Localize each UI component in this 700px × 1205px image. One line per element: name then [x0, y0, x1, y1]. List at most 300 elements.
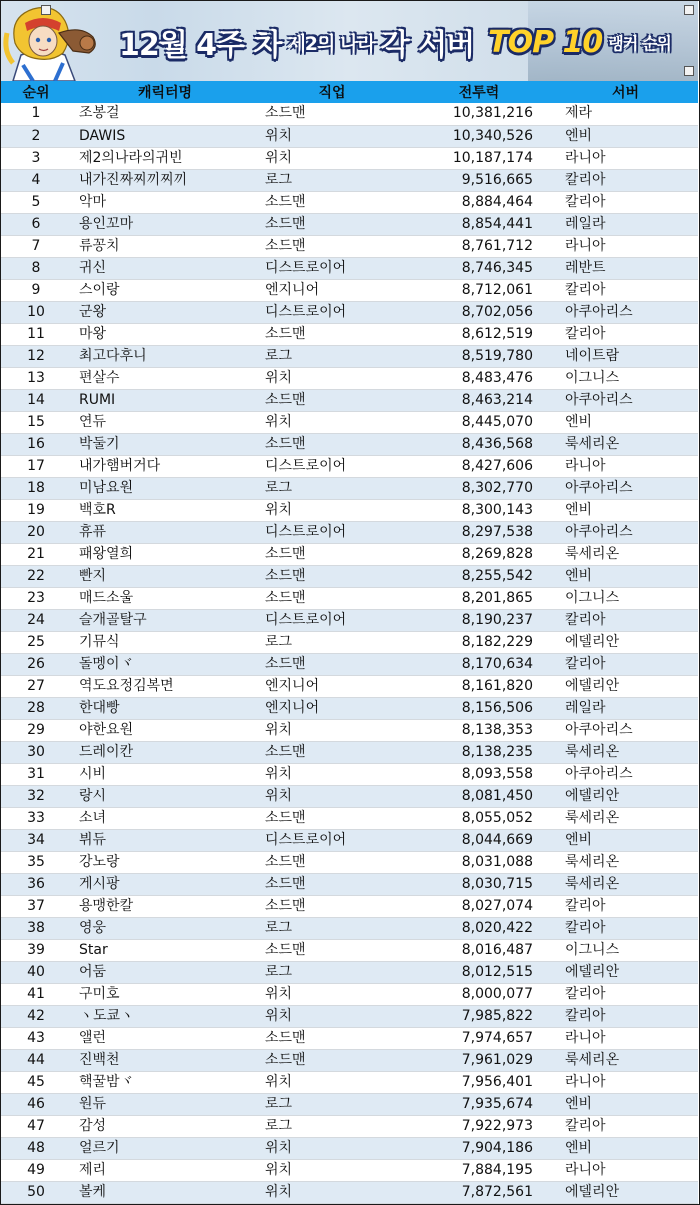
table-row [1, 455, 698, 477]
class-cell: 소드맨 [259, 939, 405, 961]
table-row [1, 213, 698, 235]
table-row [1, 807, 698, 829]
server-cell: 엔비 [553, 565, 698, 587]
title-server: 각 서버 [380, 28, 475, 63]
class-cell: 디스트로이어 [259, 829, 405, 851]
character-name-cell: 패왕열희 [71, 543, 259, 565]
title-game: 제2의 나라 [287, 32, 375, 55]
character-name-cell: 귀신 [71, 257, 259, 279]
combat-power-cell: 8,612,519 [405, 323, 553, 345]
combat-power-cell: 7,961,029 [405, 1049, 553, 1071]
class-cell: 위치 [259, 367, 405, 389]
class-cell: 디스트로이어 [259, 521, 405, 543]
rank-cell: 22 [1, 565, 71, 587]
table-row [1, 763, 698, 785]
combat-power-cell: 8,702,056 [405, 301, 553, 323]
table-row [1, 609, 698, 631]
class-cell: 로그 [259, 169, 405, 191]
rank-cell: 14 [1, 389, 71, 411]
rank-cell: 34 [1, 829, 71, 851]
rank-cell: 44 [1, 1049, 71, 1071]
character-name-cell: 제2의나라의귀빈 [71, 147, 259, 169]
character-name-cell: 얼르기 [71, 1137, 259, 1159]
class-cell: 디스트로이어 [259, 257, 405, 279]
table-row [1, 697, 698, 719]
combat-power-cell: 8,761,712 [405, 235, 553, 257]
table-row [1, 741, 698, 763]
character-name-cell: 강노랑 [71, 851, 259, 873]
character-name-cell: 소녀 [71, 807, 259, 829]
server-cell: 라니아 [553, 1027, 698, 1049]
class-cell: 로그 [259, 961, 405, 983]
character-name-cell: 볼케 [71, 1181, 259, 1203]
combat-power-cell: 7,974,657 [405, 1027, 553, 1049]
character-name-cell: 감성 [71, 1115, 259, 1137]
combat-power-cell: 8,297,538 [405, 521, 553, 543]
rank-cell: 13 [1, 367, 71, 389]
server-cell: 엔비 [553, 411, 698, 433]
server-cell: 칼리아 [553, 609, 698, 631]
character-name-cell: 핵꿀밤ヾ [71, 1071, 259, 1093]
server-cell: 엔비 [553, 1137, 698, 1159]
character-name-cell: 돌멩이ヾ [71, 653, 259, 675]
server-cell: 칼리아 [553, 895, 698, 917]
header-character-name: 캐릭터명 [137, 85, 193, 101]
title-banner [1, 1, 698, 81]
character-name-cell: 휴퓨 [71, 521, 259, 543]
table-row [1, 235, 698, 257]
server-cell: 라니아 [553, 235, 698, 257]
rank-cell: 3 [1, 147, 71, 169]
combat-power-cell: 8,463,214 [405, 389, 553, 411]
server-cell: 라니아 [553, 1071, 698, 1093]
character-name-cell: 스이랑 [71, 279, 259, 301]
rank-cell: 4 [1, 169, 71, 191]
character-name-cell: RUMI [71, 389, 259, 411]
table-row [1, 279, 698, 301]
character-name-cell: 게시팡 [71, 873, 259, 895]
class-cell: 소드맨 [259, 1027, 405, 1049]
server-cell: 칼리아 [553, 323, 698, 345]
class-cell: 디스트로이어 [259, 455, 405, 477]
rank-cell: 6 [1, 213, 71, 235]
combat-power-cell: 8,081,450 [405, 785, 553, 807]
server-cell: 네이트람 [553, 345, 698, 367]
combat-power-cell: 8,020,422 [405, 917, 553, 939]
rank-cell: 28 [1, 697, 71, 719]
table-row [1, 543, 698, 565]
combat-power-cell: 7,904,186 [405, 1137, 553, 1159]
server-cell: 룩세리온 [553, 543, 698, 565]
header-server: 서버 [611, 85, 640, 101]
rank-cell: 46 [1, 1093, 71, 1115]
class-cell: 소드맨 [259, 807, 405, 829]
combat-power-cell: 8,170,634 [405, 653, 553, 675]
character-name-cell: 박둘기 [71, 433, 259, 455]
character-name-cell: DAWIS [71, 125, 259, 147]
class-cell: 소드맨 [259, 323, 405, 345]
class-cell: 디스트로이어 [259, 609, 405, 631]
combat-power-cell: 7,872,561 [405, 1181, 553, 1203]
combat-power-cell: 8,156,506 [405, 697, 553, 719]
character-name-cell: 한대빵 [71, 697, 259, 719]
character-name-cell: 매드소울 [71, 587, 259, 609]
server-cell: 아쿠아리스 [553, 301, 698, 323]
class-cell: 위치 [259, 1005, 405, 1027]
rank-cell: 42 [1, 1005, 71, 1027]
server-cell: 엔비 [553, 1093, 698, 1115]
class-cell: 소드맨 [259, 653, 405, 675]
table-row [1, 477, 698, 499]
class-cell: 디스트로이어 [259, 301, 405, 323]
combat-power-cell: 8,000,077 [405, 983, 553, 1005]
character-name-cell: 야한요원 [71, 719, 259, 741]
character-name-cell: 미남요원 [71, 477, 259, 499]
rank-cell: 11 [1, 323, 71, 345]
table-row [1, 565, 698, 587]
character-name-cell: 역도요정김복면 [71, 675, 259, 697]
table-row [1, 1115, 698, 1137]
combat-power-cell: 8,854,441 [405, 213, 553, 235]
class-cell: 위치 [259, 1159, 405, 1181]
server-cell: 아쿠아리스 [553, 719, 698, 741]
header-combat-power: 전투력 [458, 85, 500, 101]
combat-power-cell: 10,340,526 [405, 125, 553, 147]
rank-cell: 50 [1, 1181, 71, 1203]
rank-cell: 9 [1, 279, 71, 301]
character-name-cell: 시비 [71, 763, 259, 785]
combat-power-cell: 8,161,820 [405, 675, 553, 697]
server-cell: 칼리아 [553, 191, 698, 213]
rank-cell: 38 [1, 917, 71, 939]
server-cell: 에델리안 [553, 785, 698, 807]
rank-cell: 26 [1, 653, 71, 675]
table-row [1, 1159, 698, 1181]
rank-cell: 36 [1, 873, 71, 895]
rank-cell: 23 [1, 587, 71, 609]
server-cell: 칼리아 [553, 653, 698, 675]
table-row [1, 1049, 698, 1071]
character-name-cell: 제리 [71, 1159, 259, 1181]
combat-power-cell: 7,985,822 [405, 1005, 553, 1027]
table-row [1, 1137, 698, 1159]
character-name-cell: 악마 [71, 191, 259, 213]
class-cell: 위치 [259, 1137, 405, 1159]
class-cell: 소드맨 [259, 191, 405, 213]
table-row [1, 961, 698, 983]
combat-power-cell: 8,044,669 [405, 829, 553, 851]
character-name-cell: 조봉걸 [71, 103, 259, 125]
server-cell: 룩세리온 [553, 807, 698, 829]
header-class: 직업 [318, 85, 346, 101]
mascot-character-icon [3, 3, 113, 81]
combat-power-cell: 8,201,865 [405, 587, 553, 609]
table-row [1, 433, 698, 455]
combat-power-cell: 7,922,973 [405, 1115, 553, 1137]
combat-power-cell: 8,483,476 [405, 367, 553, 389]
combat-power-cell: 8,302,770 [405, 477, 553, 499]
class-cell: 소드맨 [259, 543, 405, 565]
character-name-cell: 슬개골탈구 [71, 609, 259, 631]
server-cell: 아쿠아리스 [553, 389, 698, 411]
class-cell: 로그 [259, 477, 405, 499]
combat-power-cell: 8,255,542 [405, 565, 553, 587]
server-cell: 에델리안 [553, 675, 698, 697]
combat-power-cell: 8,746,345 [405, 257, 553, 279]
combat-power-cell: 9,516,665 [405, 169, 553, 191]
rank-cell: 24 [1, 609, 71, 631]
class-cell: 위치 [259, 785, 405, 807]
table-row [1, 1027, 698, 1049]
rank-cell: 45 [1, 1071, 71, 1093]
combat-power-cell: 8,427,606 [405, 455, 553, 477]
class-cell: 엔지니어 [259, 697, 405, 719]
combat-power-cell: 8,182,229 [405, 631, 553, 653]
server-cell: 룩세리온 [553, 1049, 698, 1071]
table-row [1, 103, 698, 125]
table-row [1, 895, 698, 917]
header-rank: 순위 [22, 85, 50, 101]
class-cell: 소드맨 [259, 213, 405, 235]
table-row [1, 147, 698, 169]
table-row [1, 389, 698, 411]
rank-cell: 27 [1, 675, 71, 697]
combat-power-cell: 7,935,674 [405, 1093, 553, 1115]
table-row [1, 873, 698, 895]
class-cell: 소드맨 [259, 851, 405, 873]
rank-cell: 30 [1, 741, 71, 763]
server-cell: 라니아 [553, 147, 698, 169]
combat-power-cell: 8,016,487 [405, 939, 553, 961]
rank-cell: 48 [1, 1137, 71, 1159]
server-cell: 칼리아 [553, 917, 698, 939]
character-name-cell: 어둠 [71, 961, 259, 983]
rank-cell: 32 [1, 785, 71, 807]
character-name-cell: ヽ도쿄ヽ [71, 1005, 259, 1027]
character-name-cell: 영웅 [71, 917, 259, 939]
server-cell: 이그니스 [553, 587, 698, 609]
combat-power-cell: 8,190,237 [405, 609, 553, 631]
combat-power-cell: 8,012,515 [405, 961, 553, 983]
class-cell: 소드맨 [259, 103, 405, 125]
class-cell: 위치 [259, 719, 405, 741]
page-title [119, 19, 671, 65]
class-cell: 위치 [259, 147, 405, 169]
rank-cell: 31 [1, 763, 71, 785]
class-cell: 로그 [259, 631, 405, 653]
class-cell: 위치 [259, 763, 405, 785]
table-row [1, 939, 698, 961]
server-cell: 에델리안 [553, 961, 698, 983]
server-cell: 라니아 [553, 455, 698, 477]
rank-cell: 17 [1, 455, 71, 477]
server-cell: 레일라 [553, 697, 698, 719]
class-cell: 소드맨 [259, 741, 405, 763]
table-row [1, 1005, 698, 1027]
table-row [1, 411, 698, 433]
combat-power-cell: 8,712,061 [405, 279, 553, 301]
rank-cell: 41 [1, 983, 71, 1005]
table-row [1, 125, 698, 147]
rank-cell: 21 [1, 543, 71, 565]
banner-corner-mark [684, 66, 694, 76]
class-cell: 로그 [259, 1093, 405, 1115]
table-row [1, 1093, 698, 1115]
character-name-cell: 용맹한칼 [71, 895, 259, 917]
table-row [1, 169, 698, 191]
rank-cell: 8 [1, 257, 71, 279]
combat-power-cell: 8,093,558 [405, 763, 553, 785]
table-row [1, 829, 698, 851]
combat-power-cell: 8,519,780 [405, 345, 553, 367]
table-row [1, 587, 698, 609]
table-row [1, 631, 698, 653]
combat-power-cell: 8,138,353 [405, 719, 553, 741]
table-row [1, 675, 698, 697]
server-cell: 칼리아 [553, 279, 698, 301]
table-row [1, 719, 698, 741]
banner-corner-mark [684, 5, 694, 15]
server-cell: 아쿠아리스 [553, 477, 698, 499]
combat-power-cell: 8,884,464 [405, 191, 553, 213]
server-cell: 에델리안 [553, 1181, 698, 1203]
table-row [1, 1071, 698, 1093]
class-cell: 위치 [259, 1181, 405, 1203]
combat-power-cell: 8,300,143 [405, 499, 553, 521]
rank-cell: 19 [1, 499, 71, 521]
combat-power-cell: 10,187,174 [405, 147, 553, 169]
class-cell: 소드맨 [259, 587, 405, 609]
server-cell: 룩세리온 [553, 851, 698, 873]
character-name-cell: 군왕 [71, 301, 259, 323]
rank-cell: 7 [1, 235, 71, 257]
rank-cell: 35 [1, 851, 71, 873]
class-cell: 위치 [259, 125, 405, 147]
character-name-cell: 원듀 [71, 1093, 259, 1115]
class-cell: 엔지니어 [259, 675, 405, 697]
server-cell: 룩세리온 [553, 433, 698, 455]
server-cell: 엔비 [553, 829, 698, 851]
server-cell: 에델리안 [553, 631, 698, 653]
rank-cell: 39 [1, 939, 71, 961]
class-cell: 위치 [259, 499, 405, 521]
rank-cell: 25 [1, 631, 71, 653]
server-cell: 칼리아 [553, 169, 698, 191]
table-row [1, 653, 698, 675]
table-row [1, 499, 698, 521]
server-cell: 제라 [553, 103, 698, 125]
character-name-cell: 백호R [71, 499, 259, 521]
rank-cell: 33 [1, 807, 71, 829]
character-name-cell: 마왕 [71, 323, 259, 345]
character-name-cell: 기뮤식 [71, 631, 259, 653]
table-row [1, 983, 698, 1005]
table-header-row [1, 81, 698, 103]
table-row [1, 851, 698, 873]
server-cell: 레반트 [553, 257, 698, 279]
table-body [1, 103, 698, 1203]
table-row [1, 257, 698, 279]
class-cell: 소드맨 [259, 235, 405, 257]
class-cell: 위치 [259, 1071, 405, 1093]
class-cell: 로그 [259, 917, 405, 939]
class-cell: 로그 [259, 345, 405, 367]
table-row [1, 191, 698, 213]
character-name-cell: 랑시 [71, 785, 259, 807]
combat-power-cell: 8,138,235 [405, 741, 553, 763]
rank-cell: 37 [1, 895, 71, 917]
character-name-cell: 앨런 [71, 1027, 259, 1049]
rank-cell: 20 [1, 521, 71, 543]
character-name-cell: 구미호 [71, 983, 259, 1005]
ranking-table [1, 81, 698, 1204]
combat-power-cell: 7,956,401 [405, 1071, 553, 1093]
rank-cell: 5 [1, 191, 71, 213]
table-row [1, 521, 698, 543]
class-cell: 소드맨 [259, 1049, 405, 1071]
combat-power-cell: 8,027,074 [405, 895, 553, 917]
table-row [1, 323, 698, 345]
combat-power-cell: 8,445,070 [405, 411, 553, 433]
character-name-cell: 내가진짜찌끼찌끼 [71, 169, 259, 191]
rank-cell: 1 [1, 103, 71, 125]
class-cell: 소드맨 [259, 389, 405, 411]
rank-cell: 43 [1, 1027, 71, 1049]
rank-cell: 29 [1, 719, 71, 741]
character-name-cell: 연듀 [71, 411, 259, 433]
rank-cell: 16 [1, 433, 71, 455]
character-name-cell: 뷔듀 [71, 829, 259, 851]
server-cell: 라니아 [553, 1159, 698, 1181]
character-name-cell: 류꽁치 [71, 235, 259, 257]
class-cell: 엔지니어 [259, 279, 405, 301]
character-name-cell: 진백천 [71, 1049, 259, 1071]
combat-power-cell: 8,269,828 [405, 543, 553, 565]
class-cell: 위치 [259, 411, 405, 433]
combat-power-cell: 10,381,216 [405, 103, 553, 125]
combat-power-cell: 8,055,052 [405, 807, 553, 829]
combat-power-cell: 7,884,195 [405, 1159, 553, 1181]
table-row [1, 1181, 698, 1203]
rank-cell: 47 [1, 1115, 71, 1137]
class-cell: 로그 [259, 1115, 405, 1137]
server-cell: 칼리아 [553, 1005, 698, 1027]
class-cell: 소드맨 [259, 895, 405, 917]
rank-cell: 40 [1, 961, 71, 983]
rank-cell: 49 [1, 1159, 71, 1181]
server-cell: 칼리아 [553, 983, 698, 1005]
server-cell: 칼리아 [553, 1115, 698, 1137]
table-row [1, 917, 698, 939]
rank-cell: 10 [1, 301, 71, 323]
character-name-cell: 빤지 [71, 565, 259, 587]
table-row [1, 301, 698, 323]
character-name-cell: 편살수 [71, 367, 259, 389]
rank-cell: 2 [1, 125, 71, 147]
rank-cell: 15 [1, 411, 71, 433]
class-cell: 소드맨 [259, 433, 405, 455]
server-cell: 엔비 [553, 125, 698, 147]
title-week: 12월 4주 차 [119, 28, 282, 63]
rank-cell: 12 [1, 345, 71, 367]
combat-power-cell: 8,031,088 [405, 851, 553, 873]
banner-corner-mark [41, 5, 51, 15]
server-cell: 아쿠아리스 [553, 521, 698, 543]
table-row [1, 367, 698, 389]
server-cell: 룩세리온 [553, 873, 698, 895]
character-name-cell: Star [71, 939, 259, 961]
server-cell: 레일라 [553, 213, 698, 235]
